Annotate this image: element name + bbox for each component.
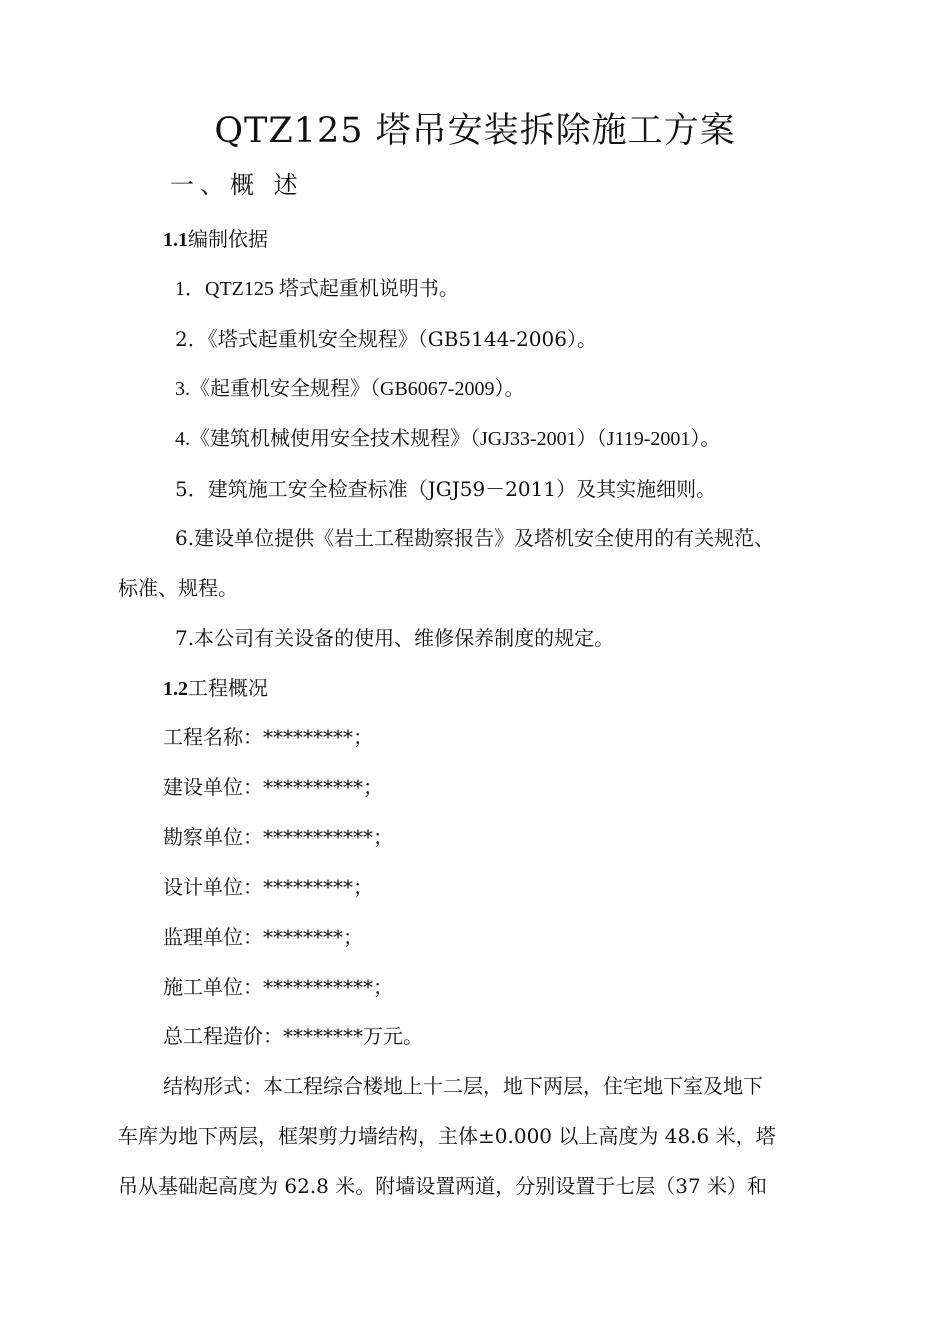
field-total-cost: 总工程造价：********万元。	[163, 1024, 423, 1048]
subsection-label: 工程概况	[188, 676, 268, 700]
subsection-heading-basis	[163, 225, 268, 254]
field-design-unit: 设计单位：*********；	[163, 875, 373, 899]
structure-paragraph-line-1: 结构形式：本工程综合楼地上十二层，地下两层，住宅地下室及地下	[163, 1074, 763, 1098]
basis-item-7: 7.本公司有关设备的使用、维修保养制度的规定。	[175, 626, 615, 650]
basis-item-6: 6.建设单位提供《岩土工程勘察报告》及塔机安全使用的有关规范、	[175, 526, 775, 550]
basis-item-1: 1．QTZ125 塔式起重机说明书。	[175, 278, 459, 300]
basis-item-4: 4.《建筑机械使用安全技术规程》（JGJ33-2001）（J119-2001）。	[175, 428, 721, 450]
basis-item-6-continued: 标准、规程。	[118, 576, 238, 600]
document-title: QTZ125 塔吊安装拆除施工方案	[214, 111, 736, 151]
field-supervision-unit: 监理单位：********；	[163, 925, 363, 949]
subsection-number: 1.1	[163, 229, 188, 251]
section-heading-overview: 一、概 述	[170, 171, 304, 199]
subsection-heading-overview	[163, 674, 268, 703]
subsection-number: 1.2	[163, 678, 188, 700]
basis-item-2: 2．《塔式起重机安全规程》（GB5144-2006）。	[175, 327, 597, 351]
field-construction-unit: 施工单位：***********；	[163, 975, 393, 999]
structure-paragraph-line-3: 吊从基础起高度为 62.8 米。附墙设置两道，分别设置于七层（37 米）和	[118, 1174, 768, 1198]
subsection-label: 编制依据	[188, 227, 268, 251]
structure-paragraph-line-2: 车库为地下两层，框架剪力墙结构，主体±0.000 以上高度为 48.6 米，塔	[118, 1124, 776, 1148]
basis-item-5: 5．建筑施工安全检查标准（JGJ59－2011）及其实施细则。	[175, 477, 717, 501]
field-project-name: 工程名称：*********；	[163, 725, 373, 749]
field-owner: 建设单位：**********；	[163, 775, 383, 799]
basis-item-3: 3.《起重机安全规程》（GB6067-2009）。	[175, 378, 525, 400]
field-survey-unit: 勘察单位：***********；	[163, 825, 393, 849]
